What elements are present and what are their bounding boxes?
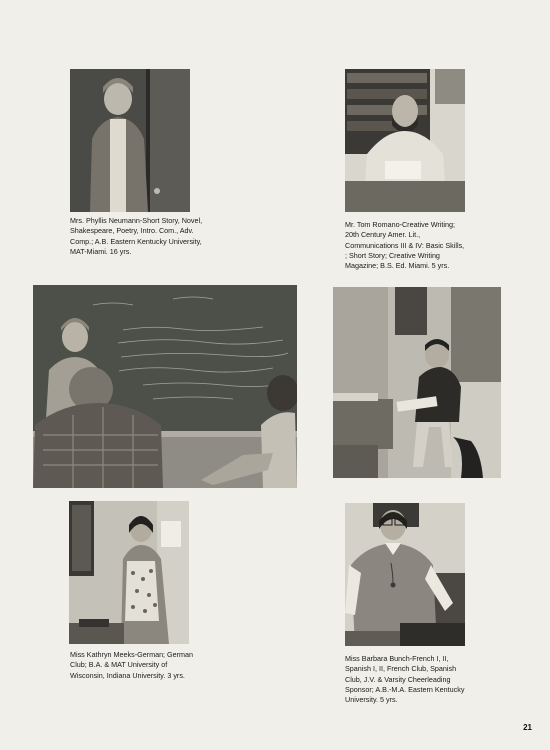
photo-barbara-bunch — [345, 503, 465, 646]
photo-classroom-chalkboard — [33, 285, 297, 488]
photo-tom-romano — [345, 69, 465, 212]
photo-teacher-reading — [333, 287, 501, 478]
caption-phyllis-neumann: Mrs. Phyllis Neumann-Short Story, Novel, Shakespeare, Poetry, Intro. Com., Adv. Comp.; A.B. Eastern Kentucky University, MAT-Miami. 16 yrs. — [70, 216, 203, 256]
photo-phyllis-neumann — [70, 69, 190, 212]
caption-barbara-bunch: Miss Barbara Bunch-French I, II, Spanish I, II, French Club, Spanish Club, J.V. & Varsity Cheerleading Sponsor; A.B.-M.A. Eastern Kentucky University. 5 yrs. — [345, 654, 465, 705]
page-number: 21 — [523, 723, 532, 732]
photo-kathryn-meeks — [69, 501, 189, 644]
caption-kathryn-meeks: Miss Kathryn Meeks-German; German Club; B.A. & MAT University of Wisconsin, Indiana University. 3 yrs. — [70, 650, 194, 680]
caption-tom-romano: Mr. Tom Romano-Creative Writing; 20th Century Amer. Lit., Communications III & IV: Basic Skills, ; Short Story; Creative Writing Magazine; B.S. Ed. Miami. 5 yrs. — [345, 220, 465, 271]
